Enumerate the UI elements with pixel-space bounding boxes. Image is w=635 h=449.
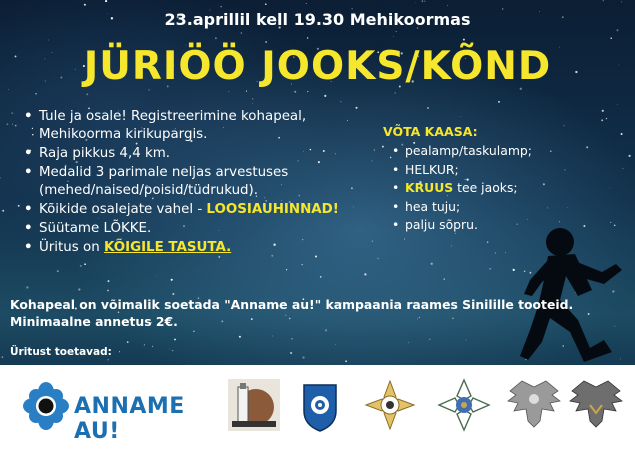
- star: [609, 187, 610, 188]
- star: [239, 336, 241, 338]
- star: [307, 37, 308, 38]
- star: [86, 93, 88, 95]
- star: [495, 253, 496, 254]
- star: [156, 275, 157, 276]
- star: [241, 32, 243, 34]
- info-item-prizes: [22, 201, 382, 219]
- star: [324, 95, 326, 97]
- star: [302, 356, 304, 358]
- info-text: Raja pikkus 4,4 km.: [39, 146, 171, 161]
- star: [265, 3, 267, 5]
- bring-item-reflector: [383, 161, 593, 180]
- star: [246, 91, 247, 92]
- star: [171, 279, 173, 281]
- star: [396, 31, 397, 32]
- star: [2, 210, 4, 212]
- star: [119, 351, 120, 352]
- anname-au-wordmark: ANNAME AU!: [74, 394, 185, 444]
- blue-flower-icon: [22, 381, 70, 431]
- star: [172, 350, 173, 351]
- star: [395, 92, 396, 93]
- star: [35, 93, 37, 95]
- star: [0, 177, 1, 178]
- star: [148, 89, 149, 90]
- star: [174, 339, 176, 341]
- star: [606, 118, 607, 119]
- bring-item-highlight: KRUUS: [405, 180, 454, 195]
- anname-au-logo: [22, 381, 212, 444]
- star: [408, 342, 409, 343]
- star: [108, 280, 110, 282]
- prize-highlight: LOOSIAUHINNAD!: [206, 202, 339, 217]
- star: [105, 0, 107, 2]
- info-item-bonfire: [22, 220, 382, 238]
- event-datetime-headline: 23.aprillil kell 19.30 Mehikoormas: [164, 10, 471, 29]
- bring-item-mug: [383, 179, 593, 198]
- star: [252, 103, 253, 104]
- bring-along-section: [383, 124, 593, 235]
- star: [84, 263, 86, 265]
- star: [307, 91, 308, 92]
- event-title: JÜRIÖÖ JOOKS/KÕND: [83, 44, 552, 89]
- star: [415, 2, 416, 3]
- star: [451, 246, 452, 247]
- product-sale-notice: [10, 296, 610, 330]
- star: [6, 123, 8, 125]
- bring-item-text: hea tuju;: [405, 198, 461, 214]
- bring-item-headlamp: [383, 142, 593, 161]
- star: [127, 341, 129, 343]
- star: [152, 346, 153, 347]
- star: [602, 110, 604, 112]
- bring-item-text: pealamp/taskulamp;: [405, 143, 532, 158]
- star: [621, 2, 622, 3]
- star: [621, 133, 623, 135]
- star: [57, 270, 59, 272]
- star: [78, 288, 80, 290]
- star: [489, 268, 491, 270]
- star: [252, 98, 254, 100]
- bring-item-text: palju sõpru.: [405, 217, 478, 232]
- star: [623, 168, 624, 169]
- star: [2, 356, 4, 358]
- star: [294, 91, 296, 93]
- star: [107, 290, 109, 292]
- info-text: Medalid 3 parimale neljas arvestuses (mehed/naised/poisid/tüdrukud).: [39, 165, 289, 198]
- free-highlight: KÕIGILE TASUTA.: [103, 240, 232, 255]
- star: [466, 340, 467, 341]
- bring-item-mood: [383, 198, 593, 217]
- star: [26, 286, 28, 288]
- star: [12, 124, 13, 125]
- star: [429, 339, 430, 340]
- info-text: Tule ja osale! Registreerimine kohapeal, Mehikoorma kirikupargis.: [39, 109, 307, 142]
- star: [291, 338, 293, 340]
- info-text: Kõikide osalejate vahel -: [39, 202, 207, 217]
- info-item-free: [22, 239, 382, 257]
- star: [302, 264, 303, 265]
- star: [460, 116, 461, 117]
- info-text: Süütame LÕKKE.: [39, 221, 152, 236]
- bring-item-text: tee jaoks;: [453, 180, 518, 195]
- event-info-list: [22, 108, 382, 258]
- star: [463, 39, 465, 41]
- white-cross-emblem-icon: [436, 377, 492, 433]
- star: [340, 101, 341, 102]
- info-item-distance: [22, 145, 382, 163]
- star: [424, 1, 425, 2]
- star: [335, 344, 336, 345]
- star: [306, 3, 307, 4]
- star: [221, 6, 222, 7]
- star: [513, 269, 515, 271]
- star: [431, 263, 433, 265]
- star: [8, 89, 9, 90]
- star: [80, 265, 82, 267]
- star: [11, 112, 13, 114]
- shield-emblem-icon: [300, 377, 340, 433]
- star: [215, 37, 217, 39]
- info-text: Üritus on: [39, 240, 104, 255]
- gold-cross-emblem-icon: [362, 377, 418, 433]
- star: [616, 29, 618, 31]
- star: [601, 119, 603, 121]
- star: [427, 107, 429, 109]
- star: [286, 269, 287, 270]
- sponsor-logo-bar: [0, 365, 635, 449]
- star: [610, 38, 611, 39]
- star: [617, 104, 618, 105]
- star: [628, 155, 630, 157]
- star: [48, 40, 49, 41]
- star: [487, 241, 489, 243]
- star: [393, 36, 394, 37]
- star: [603, 0, 604, 1]
- star: [364, 273, 366, 275]
- star: [18, 205, 20, 207]
- star: [228, 91, 229, 92]
- star: [320, 276, 322, 278]
- star: [265, 41, 267, 43]
- star: [443, 278, 444, 279]
- donation-line: Minimaalne annetus 2€.: [10, 314, 178, 329]
- star: [505, 252, 506, 253]
- sale-line: Kohapeal on võimalik soetada "Anname au!" kampaania raames Sinilille tooteid.: [10, 297, 574, 312]
- star: [144, 344, 145, 345]
- museum-emblem-icon: [226, 377, 282, 433]
- eagle-emblem-icon: [506, 377, 562, 433]
- bring-along-title: VÕTA KAASA:: [383, 124, 478, 139]
- supporters-label: Üritust toetavad:: [10, 346, 112, 358]
- eagle-emblem-icon: [568, 377, 624, 433]
- star: [84, 4, 86, 6]
- star: [498, 101, 500, 103]
- star: [404, 239, 405, 240]
- star: [172, 293, 174, 295]
- info-item-register: [22, 108, 382, 144]
- star: [169, 349, 170, 350]
- star: [345, 360, 347, 362]
- star: [290, 352, 292, 354]
- star: [193, 330, 195, 332]
- info-item-medals: [22, 164, 382, 200]
- star: [447, 5, 448, 6]
- runner-silhouette-icon: [520, 220, 635, 365]
- bring-item-text: HELKUR;: [405, 161, 459, 177]
- star: [108, 359, 109, 360]
- star: [272, 336, 273, 337]
- star: [15, 125, 17, 127]
- star: [422, 0, 423, 1]
